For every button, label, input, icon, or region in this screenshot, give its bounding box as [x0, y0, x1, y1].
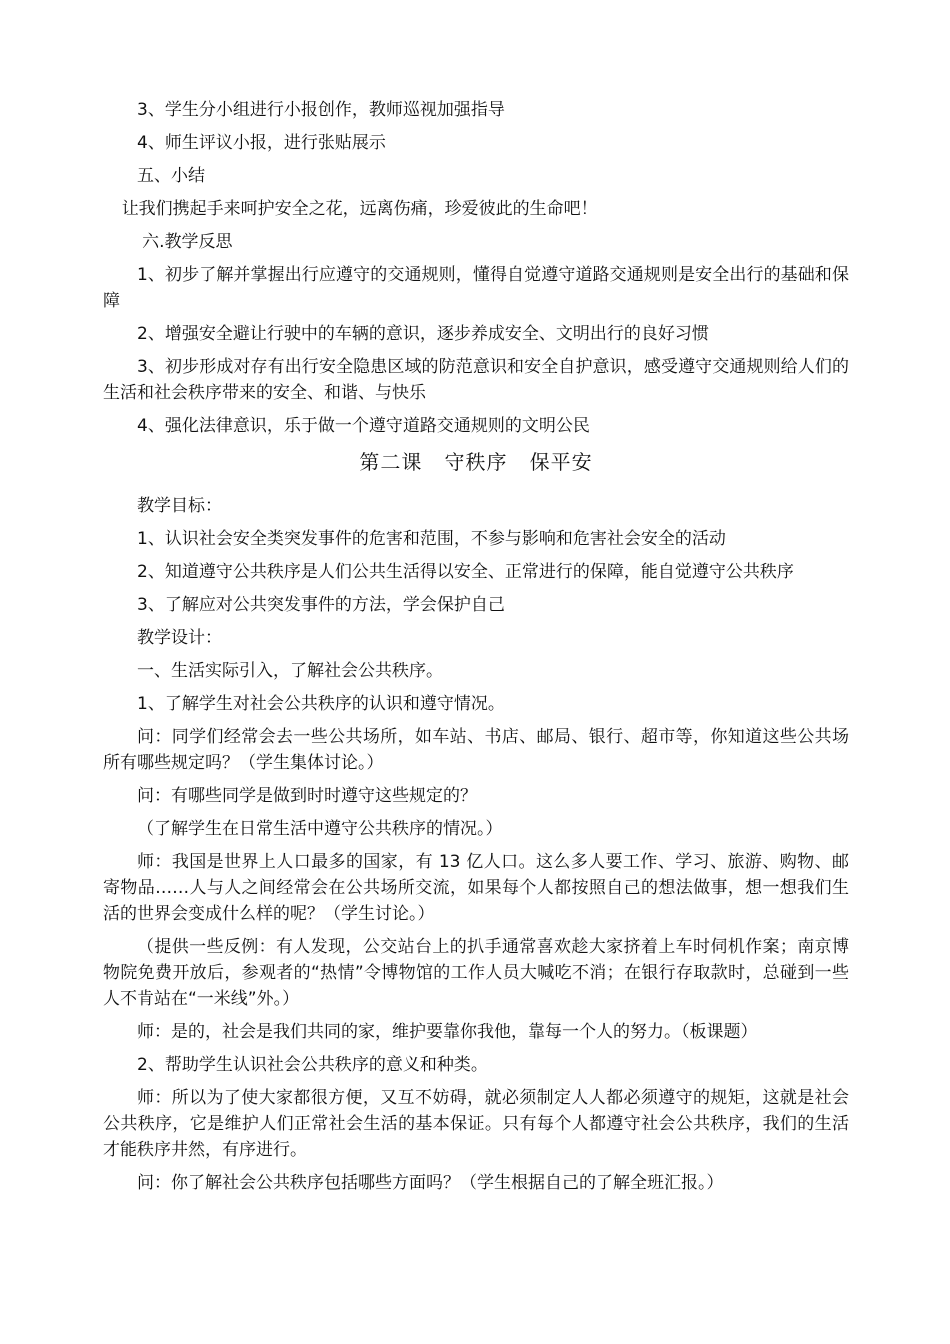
section-heading: 六.教学反思 — [142, 232, 233, 252]
paragraph: 问：你了解社会公共秩序包括哪些方面吗？（学生根据自己的了解全班汇报。） — [137, 1173, 724, 1193]
paragraph: 问：同学们经常会去一些公共场所，如车站、书店、邮局、银行、超市等，你知道这些公共场所有哪些规定吗？（学生集体讨论。） — [103, 727, 849, 773]
paragraph: 问：有哪些同学是做到时时遵守这些规定的？ — [137, 786, 477, 806]
paragraph: 师：我国是世界上人口最多的国家，有 13 亿人口。这么多人要工作、学习、旅游、购物、邮寄物品……人与人之间经常会在公共场所交流，如果每个人都按照自己的想法做事，想一想我们生活的世界会变成什么样的呢？（学生讨论。） — [103, 852, 849, 924]
paragraph: 3、初步形成对存有出行安全隐患区域的防范意识和安全自护意识，感受遵守交通规则给人们的生活和社会秩序带来的安全、和谐、与快乐 — [103, 357, 849, 403]
paragraph: 3、学生分小组进行小报创作，教师巡视加强指导 — [137, 100, 505, 120]
paragraph: 4、强化法律意识，乐于做一个遵守道路交通规则的文明公民 — [137, 416, 590, 436]
paragraph: 1、了解学生对社会公共秩序的认识和遵守情况。 — [137, 694, 505, 714]
lesson-title: 第二课 守秩序 保平安 — [359, 450, 593, 474]
section-heading: 教学目标： — [137, 496, 222, 516]
paragraph: 1、认识社会安全类突发事件的危害和范围，不参与影响和危害社会安全的活动 — [137, 529, 726, 549]
section-heading: 五、小结 — [137, 166, 205, 186]
paragraph: （了解学生在日常生活中遵守公共秩序的情况。） — [137, 819, 503, 839]
paragraph: 师：是的，社会是我们共同的家，维护要靠你我他，靠每一个人的努力。（板课题） — [137, 1022, 758, 1042]
paragraph: 3、了解应对公共突发事件的方法，学会保护自己 — [137, 595, 505, 615]
paragraph: 2、增强安全避让行驶中的车辆的意识，逐步养成安全、文明出行的良好习惯 — [137, 324, 709, 344]
paragraph: 1、初步了解并掌握出行应遵守的交通规则，懂得自觉遵守道路交通规则是安全出行的基础和保障 — [103, 265, 849, 311]
section-heading: 一、生活实际引入，了解社会公共秩序。 — [137, 661, 443, 681]
paragraph: 师：所以为了使大家都很方便，又互不妨碍，就必须制定人人都必须遵守的规矩，这就是社会公共秩序，它是维护人们正常社会生活的基本保证。只有每个人都遵守社会公共秩序，我们的生活才能秩序井然，有序进行。 — [103, 1088, 849, 1160]
document-body — [103, 97, 849, 1203]
paragraph: 让我们携起手来呵护安全之花，远离伤痛，珍爱彼此的生命吧！ — [121, 199, 598, 219]
paragraph: 2、帮助学生认识社会公共秩序的意义和种类。 — [137, 1055, 488, 1075]
section-heading: 教学设计： — [137, 628, 222, 648]
paragraph: 2、知道遵守公共秩序是人们公共生活得以安全、正常进行的保障，能自觉遵守公共秩序 — [137, 562, 794, 582]
paragraph: （提供一些反例：有人发现，公交站台上的扒手通常喜欢趁大家挤着上车时伺机作案；南京博物院免费开放后，参观者的“热情”令博物馆的工作人员大喊吃不消；在银行存取款时，总碰到一些人不肯站在“一米线”外。） — [103, 937, 849, 1009]
paragraph: 4、师生评议小报，进行张贴展示 — [137, 133, 386, 153]
